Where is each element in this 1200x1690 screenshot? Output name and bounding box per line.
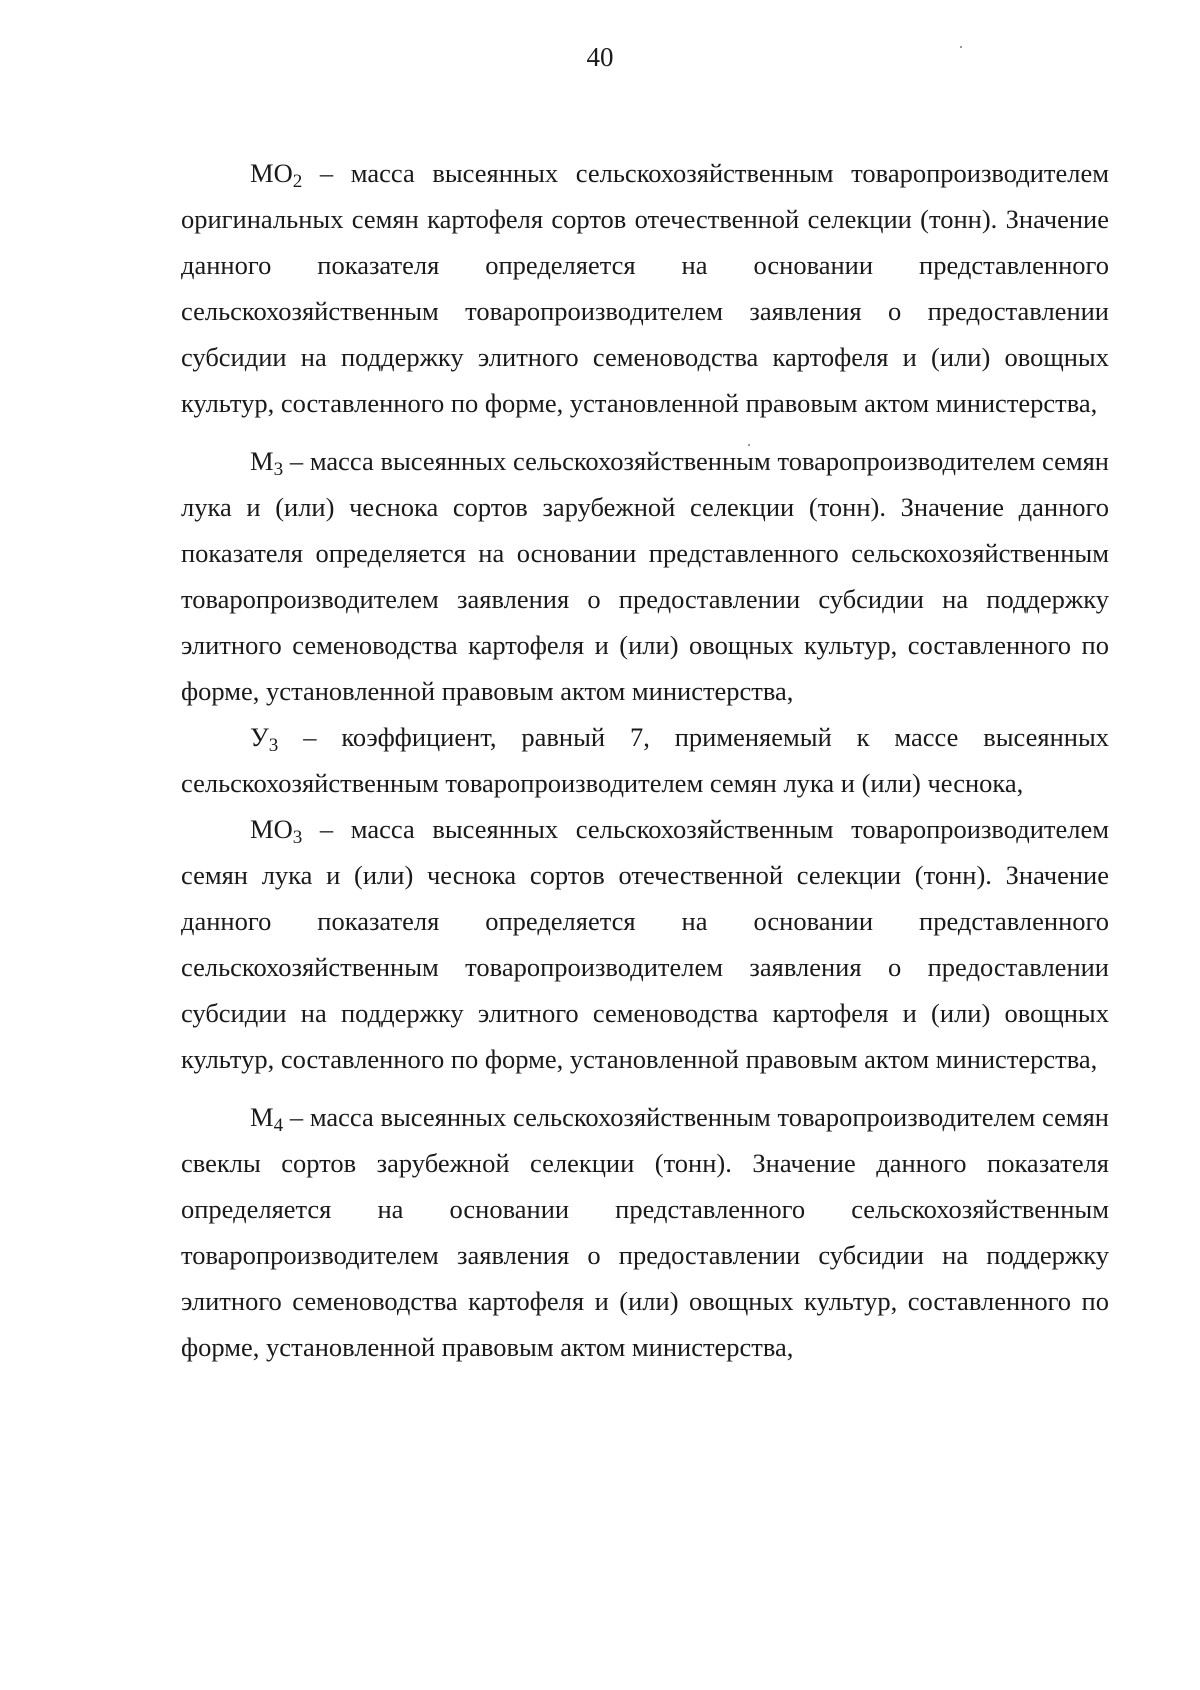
symbol-subscript: 3 (292, 826, 303, 848)
definition-paragraph-m4 (181, 1094, 1109, 1370)
definition-text: – масса высеянных сельскохозяйственным товаропроизводителем оригинальных семян картофеля сортов отечественной селекции (тонн). Значение данного показателя определяется на основании представленного сельскохозяйственным товаропроизводителем заявления о предоставлении субсидии на поддержку элитного семеноводства картофеля и (или) овощных культур, составленного по форме, установленной правовым актом министерства, (181, 158, 1109, 418)
symbol-subscript: 3 (273, 458, 284, 480)
scan-speck (748, 444, 750, 446)
definition-paragraph-mo2 (181, 150, 1109, 426)
symbol-letters: М (250, 1102, 274, 1132)
symbol-letters: МО (250, 814, 293, 844)
symbol-subscript: 3 (268, 734, 279, 756)
definition-text: – коэффициент, равный 7, применяемый к массе высеянных сельскохозяйственным товаропроизводителем семян лука и (или) чеснока, (181, 722, 1109, 798)
definition-paragraph-m3 (181, 438, 1109, 714)
definition-text: – масса высеянных сельскохозяйственным товаропроизводителем семян лука и (или) чеснока сортов отечественной селекции (тонн). Значение данного показателя определяется на основании представленного сельскохозяйственным товаропроизводителем заявления о предоставлении субсидии на поддержку элитного семеноводства картофеля и (или) овощных культур, составленного по форме, установленной правовым актом министерства, (181, 814, 1109, 1074)
term-symbol (250, 1102, 284, 1136)
symbol-letters: М (250, 446, 274, 476)
symbol-letters: У (250, 722, 269, 752)
document-body (181, 150, 1109, 1370)
definition-paragraph-mo3 (181, 806, 1109, 1082)
term-symbol (250, 722, 279, 756)
symbol-subscript: 2 (292, 170, 303, 192)
definition-text: – масса высеянных сельскохозяйственным товаропроизводителем семян свеклы сортов зарубежной селекции (тонн). Значение данного показателя определяется на основании представленного сельскохозяйственным товаропроизводителем заявления о предоставлении субсидии на поддержку элитного семеноводства картофеля и (или) овощных культур, составленного по форме, установленной правовым актом министерства, (181, 1102, 1109, 1362)
term-symbol (250, 814, 303, 848)
definition-paragraph-u3 (181, 714, 1109, 806)
definition-text: – масса высеянных сельскохозяйственным товаропроизводителем семян лука и (или) чеснока сортов зарубежной селекции (тонн). Значение данного показателя определяется на основании представленного сельскохозяйственным товаропроизводителем заявления о предоставлении субсидии на поддержку элитного семеноводства картофеля и (или) овощных культур, составленного по форме, установленной правовым актом министерства, (181, 446, 1109, 706)
term-symbol (250, 446, 284, 480)
scan-speck (960, 46, 962, 48)
symbol-letters: МО (250, 158, 293, 188)
symbol-subscript: 4 (273, 1114, 284, 1136)
page-number: 40 (586, 42, 614, 72)
term-symbol (250, 158, 303, 192)
